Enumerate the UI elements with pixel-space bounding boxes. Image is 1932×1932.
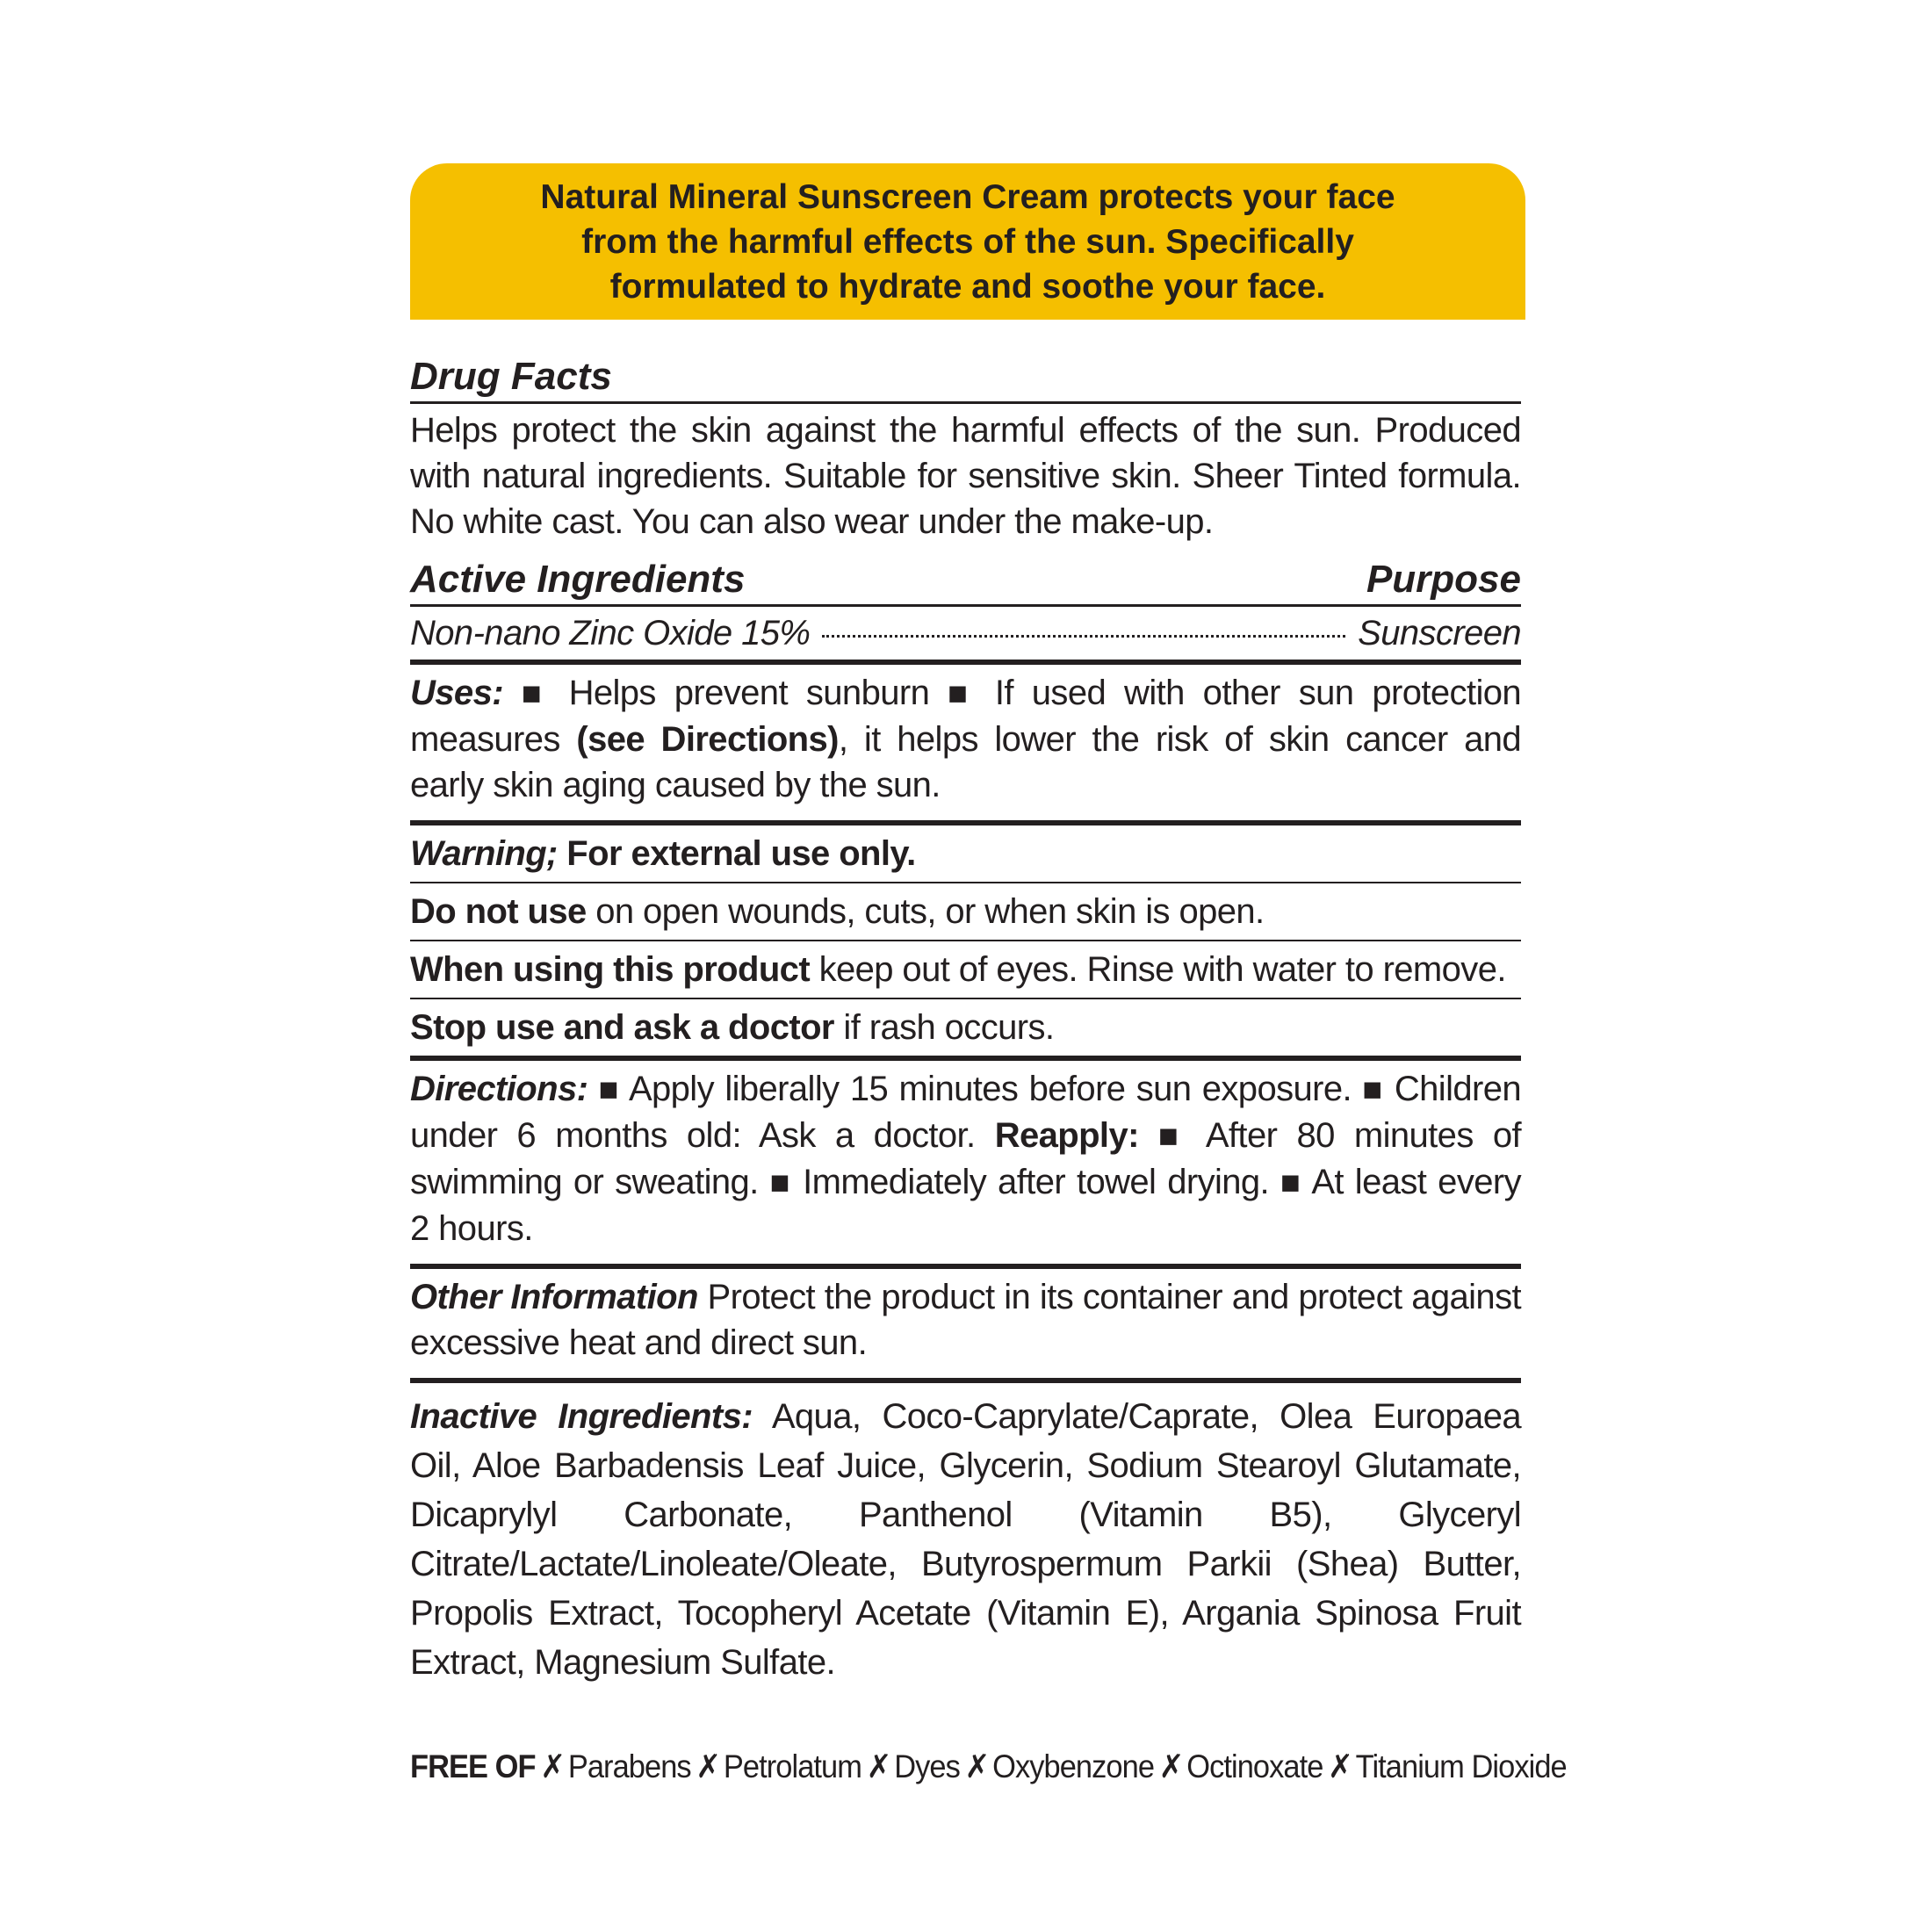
free-of-item: Titanium Dioxide: [1355, 1748, 1567, 1784]
directions-block: [410, 1061, 1521, 1264]
square-bullet-icon: ■: [1362, 1071, 1384, 1108]
drug-facts-section: [410, 352, 1567, 1789]
warning-text: For external use only.: [566, 834, 916, 873]
dot-leader: [822, 635, 1345, 638]
banner-line-3: formulated to hydrate and soothe your face.: [609, 268, 1326, 306]
product-banner: [410, 163, 1525, 320]
uses-item-2-pre: If used with other sun protection measures: [410, 674, 1522, 759]
free-of-line: [410, 1745, 1567, 1789]
other-information-text: Protect the product in its container and protect against excessive heat and direct sun.: [410, 1278, 1521, 1362]
x-mark-icon: ✗: [540, 1748, 566, 1784]
other-information-block: [410, 1269, 1521, 1378]
reapply-label: Reapply:: [994, 1116, 1139, 1155]
square-bullet-icon: ■: [1280, 1164, 1302, 1201]
stop-use-label: Stop use and ask a doctor: [410, 1008, 834, 1047]
when-using-label: When using this product: [410, 950, 811, 989]
uses-block: [410, 665, 1521, 820]
directions-item-1: Apply liberally 15 minutes before sun exposure.: [628, 1070, 1352, 1108]
active-ingredients-header: [410, 555, 1521, 604]
square-bullet-icon: ■: [1157, 1118, 1188, 1155]
banner-line-2: from the harmful effects of the sun. Specifically: [581, 223, 1354, 261]
square-bullet-icon: ■: [948, 675, 977, 712]
purpose-heading: Purpose: [1366, 558, 1521, 601]
active-ingredients-heading: Active Ingredients: [410, 558, 746, 601]
when-using-text: keep out of eyes. Rinse with water to remove.: [818, 950, 1506, 989]
x-mark-icon: ✗: [696, 1748, 721, 1784]
directions-item-2: Children under 6 months old: Ask a doctor.: [410, 1070, 1522, 1155]
uses-item-1: Helps prevent sunburn: [568, 674, 930, 712]
free-of-item: Oxybenzone: [992, 1748, 1155, 1784]
active-ingredient-row: [410, 607, 1521, 660]
active-ingredient-name: Non-nano Zinc Oxide 15%: [410, 614, 811, 652]
active-ingredient-purpose: Sunscreen: [1358, 614, 1521, 652]
uses-item-2-post: , it helps lower the risk of skin cancer and early skin aging caused by the sun.: [410, 720, 1522, 804]
free-of-item: Octinoxate: [1186, 1748, 1323, 1784]
warning-label: Warning;: [410, 834, 558, 873]
inactive-ingredients-block: [410, 1383, 1521, 1699]
square-bullet-icon: ■: [769, 1164, 792, 1201]
do-not-use-text: on open wounds, cuts, or when skin is open.: [595, 892, 1265, 931]
free-of-item: Parabens: [567, 1748, 691, 1784]
inactive-ingredients-label: Inactive Ingredients:: [410, 1397, 753, 1436]
directions-item-3: After 80 minutes of swimming or sweating.: [410, 1116, 1521, 1201]
other-information-label: Other Information: [410, 1278, 698, 1316]
x-mark-icon: ✗: [1328, 1748, 1352, 1784]
free-of-item: Dyes: [894, 1748, 960, 1784]
banner-line-1: Natural Mineral Sunscreen Cream protects your face: [540, 178, 1395, 216]
square-bullet-icon: ■: [598, 1071, 620, 1108]
free-of-item: Petrolatum: [723, 1748, 861, 1784]
directions-label: Directions:: [410, 1070, 588, 1108]
warning-line: [410, 825, 1521, 882]
free-of-label: FREE OF: [410, 1748, 536, 1784]
stop-use-text: if rash occurs.: [843, 1008, 1055, 1047]
product-label-panel: [410, 163, 1567, 1789]
x-mark-icon: ✗: [866, 1748, 891, 1784]
directions-item-4: Immediately after towel drying.: [803, 1163, 1270, 1201]
when-using-line: [410, 941, 1521, 998]
uses-item-2-bold: (see Directions): [576, 720, 839, 759]
x-mark-icon: ✗: [1158, 1748, 1184, 1784]
x-mark-icon: ✗: [964, 1748, 990, 1784]
do-not-use-label: Do not use: [410, 892, 587, 931]
inactive-ingredients-text: Aqua, Coco-Caprylate/Caprate, Olea Europaea Oil, Aloe Barbadensis Leaf Juice, Glycerin, Sodium Stearoyl Glutamate, Dicaprylyl Carbonate, Panthenol (Vitamin B5), Glyceryl Citrate/Lactate/Linoleate/Oleate, Butyrospermum Parkii (Shea) Butter, Propolis Extract, Tocopheryl Acetate (Vitamin E), Argania Spinosa Fruit Extract, Magnesium Sulfate.: [410, 1397, 1521, 1682]
drug-facts-intro: Helps protect the skin against the harmful effects of the sun. Produced with natural ingredients. Suitable for sensitive skin. Sheer Tinted formula. No white cast. You can also wear under the make-up.: [410, 411, 1521, 541]
directions-item-5: At least every 2 hours.: [410, 1163, 1521, 1248]
do-not-use-line: [410, 883, 1521, 940]
drug-facts-title: Drug Facts: [410, 355, 612, 398]
uses-label: Uses:: [410, 674, 503, 712]
stop-use-line: [410, 999, 1521, 1056]
square-bullet-icon: ■: [521, 675, 551, 712]
